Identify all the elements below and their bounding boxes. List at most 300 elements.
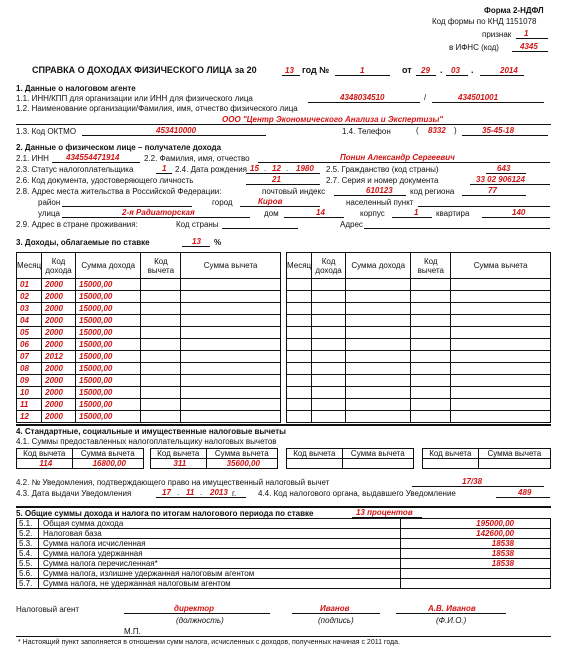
- income-cell-ds: [451, 399, 551, 411]
- deduct-block-1: [16, 448, 144, 469]
- region-value: 77: [488, 186, 497, 195]
- district-underline: [62, 206, 192, 207]
- col-deduct-code-r: [411, 253, 451, 279]
- income-cell-m: [287, 351, 312, 363]
- table-row: [17, 387, 281, 399]
- d1-sum: 16800,00: [72, 459, 143, 469]
- deduct-block-3: [286, 448, 414, 469]
- income-cell-c: [312, 351, 346, 363]
- index-underline: [334, 195, 406, 196]
- oktmo-label: 1.3. Код ОКТМО: [16, 127, 77, 136]
- d3-code-head: [287, 449, 343, 459]
- organ-label: 4.4. Код налогового органа, выдавшего Уведомление: [258, 489, 456, 498]
- totals-value: [401, 569, 551, 579]
- income-cell-dc: [411, 279, 451, 291]
- totals-value: 142600,00: [401, 529, 551, 539]
- d3-code-head-label: Код вычета: [293, 449, 336, 458]
- totals-num: 5.4.: [17, 549, 39, 559]
- d1-code: 114: [17, 459, 73, 469]
- d1-sum-head: [72, 449, 143, 459]
- income-cell-s: [346, 315, 411, 327]
- income-cell-dc: [141, 375, 181, 387]
- sign-signature: Иванов: [320, 604, 350, 613]
- signature-underline: [292, 613, 380, 614]
- income-cell-dc: [141, 351, 181, 363]
- income-cell-ds: [181, 303, 281, 315]
- title-yearfull: 2014: [500, 66, 518, 75]
- income-cell-m: [287, 399, 312, 411]
- income-cell-s: 15000,00: [76, 339, 141, 351]
- income-cell-s: 15000,00: [76, 351, 141, 363]
- table-row: [17, 327, 281, 339]
- income-cell-s: [346, 351, 411, 363]
- person-inn-label: 2.1. ИНН: [16, 154, 49, 163]
- deductions-sub: 4.1. Суммы предоставленных налогоплательщику налоговых вычетов: [16, 437, 277, 446]
- table-row: [287, 399, 551, 411]
- divider-5: [16, 506, 551, 508]
- totals-value: [401, 579, 551, 589]
- flat-label: квартира: [436, 209, 470, 218]
- income-cell-c: 2000: [42, 363, 76, 375]
- fio-caption: (Ф.И.О.): [436, 616, 467, 625]
- ifns-label: в ИФНС (код): [449, 43, 499, 52]
- income-cell-s: [346, 291, 411, 303]
- person-fio: Понин Александр Сергеевич: [340, 153, 455, 162]
- col-deduct-code-r-label: Код вычета: [417, 256, 444, 275]
- table-row: [287, 351, 551, 363]
- income-cell-ds: [181, 315, 281, 327]
- income-cell-m: [287, 279, 312, 291]
- sign-underline: [516, 38, 548, 39]
- income-cell-ds: [181, 387, 281, 399]
- abroad-label: 2.9. Адрес в стране проживания:: [16, 220, 138, 229]
- income-cell-dc: [411, 411, 451, 423]
- phone-value: 35-45-18: [482, 126, 515, 135]
- income-cell-s: [346, 375, 411, 387]
- table-row: [287, 375, 551, 387]
- income-cell-c: [312, 327, 346, 339]
- divider-4: [16, 424, 551, 426]
- birth-month: 12: [272, 164, 281, 173]
- income-cell-dc: [141, 291, 181, 303]
- col-deduct-sum-r: [451, 253, 551, 279]
- d1-code-head: [17, 449, 73, 459]
- deduct-block-4: [422, 448, 551, 469]
- income-table-left: [16, 252, 281, 423]
- col-code-r: [312, 253, 346, 279]
- address-label: 2.8. Адрес места жительства в Российской Федерации:: [16, 187, 222, 196]
- d4-sum-head-label: Сумма вычета: [487, 449, 542, 458]
- country-underline: [222, 228, 298, 229]
- table-row: [17, 291, 281, 303]
- notice-underline: [412, 486, 544, 487]
- income-cell-c: 2000: [42, 279, 76, 291]
- income-cell-c: [312, 279, 346, 291]
- form-title: Форма 2-НДФЛ: [484, 6, 544, 15]
- income-cell-ds: [451, 339, 551, 351]
- income-cell-ds: [181, 339, 281, 351]
- title-year: 13: [285, 66, 294, 75]
- d3-sum-head-label: Сумма вычета: [350, 449, 405, 458]
- income-cell-c: [312, 363, 346, 375]
- income-cell-m: 04: [17, 315, 42, 327]
- title-dot1: .: [440, 65, 443, 75]
- notice-value: 17/38: [462, 477, 483, 486]
- ifns-underline: [512, 51, 548, 52]
- col-sum-r-label: Сумма дохода: [351, 261, 406, 270]
- d4-code-head-label: Код вычета: [429, 449, 472, 458]
- index-label: почтовый индекс: [262, 187, 326, 196]
- income-cell-c: [312, 375, 346, 387]
- income-cell-s: [346, 339, 411, 351]
- income-cell-m: [287, 411, 312, 423]
- income-rate-underline: [182, 246, 210, 247]
- birth-year: 1980: [296, 164, 314, 173]
- korpus-value: 1: [414, 208, 419, 217]
- income-cell-m: 11: [17, 399, 42, 411]
- income-cell-dc: [141, 399, 181, 411]
- income-cell-c: 2000: [42, 303, 76, 315]
- income-cell-s: [346, 399, 411, 411]
- knd-label: Код формы по КНД 1151078: [432, 17, 537, 26]
- income-cell-dc: [141, 315, 181, 327]
- title-mid: год №: [302, 65, 330, 75]
- col-deduct-code: [141, 253, 181, 279]
- d4-sum: [478, 459, 550, 469]
- income-cell-dc: [141, 387, 181, 399]
- income-cell-dc: [411, 375, 451, 387]
- income-cell-c: [312, 303, 346, 315]
- table-row: [17, 411, 281, 423]
- income-cell-ds: [181, 363, 281, 375]
- country-label: Код страны: [176, 220, 219, 229]
- income-table-right: [286, 252, 551, 423]
- person-fio-label: 2.2. Фамилия, имя, отчество: [144, 154, 250, 163]
- col-deduct-sum-r-label: Сумма вычета: [473, 261, 528, 270]
- income-cell-s: [346, 303, 411, 315]
- totals-label: Сумма налога перечисленная*: [38, 559, 400, 569]
- nd-g: г.: [232, 489, 237, 498]
- d2-sum-head: [206, 449, 277, 459]
- income-cell-ds: [451, 303, 551, 315]
- income-cell-m: 12: [17, 411, 42, 423]
- agent-sign-label: Налоговый агент: [16, 605, 80, 614]
- oktmo-value: 453410000: [156, 126, 197, 135]
- income-cell-dc: [141, 411, 181, 423]
- income-cell-s: 15000,00: [76, 327, 141, 339]
- d4-code: [423, 459, 479, 469]
- income-cell-c: 2000: [42, 387, 76, 399]
- col-deduct-code-label: Код вычета: [147, 256, 175, 275]
- col-month-label: Месяц: [17, 261, 42, 270]
- totals-label: Налоговая база: [38, 529, 400, 539]
- agent-kpp-underline: [432, 102, 544, 103]
- income-cell-m: 06: [17, 339, 42, 351]
- income-cell-dc: [411, 327, 451, 339]
- col-deduct-sum: [181, 253, 281, 279]
- totals-value: 195000,00: [401, 519, 551, 529]
- table-row: [17, 315, 281, 327]
- city-label: город: [212, 198, 233, 207]
- birth-label: 2.4. Дата рождения: [175, 165, 247, 174]
- col-deduct-sum-label: Сумма вычета: [203, 261, 258, 270]
- totals-row: [17, 569, 551, 579]
- d2-sum-head-label: Сумма вычета: [214, 449, 269, 458]
- phone-paren-close: ): [454, 126, 457, 135]
- income-cell-s: [346, 279, 411, 291]
- agent-name-label: 1.2. Наименование организации/Фамилия, имя, отчество физического лица: [16, 104, 298, 113]
- series-value: 33 02 906124: [476, 175, 525, 184]
- table-row: [287, 387, 551, 399]
- totals-row: [17, 549, 551, 559]
- agent-inn: 4348034510: [340, 93, 385, 102]
- title-day-underline: [416, 75, 436, 76]
- person-heading: 2. Данные о физическом лице – получателе дохода: [16, 143, 222, 152]
- totals-heading: 5. Общие суммы дохода и налога по итогам налогового периода по ставке: [16, 509, 314, 518]
- abroad-addr-label: Адрес: [340, 220, 363, 229]
- totals-value: 18538: [401, 549, 551, 559]
- nd-day: 17: [162, 488, 171, 497]
- notice-date-label: 4.3. Дата выдачи Уведомления: [16, 489, 132, 498]
- sign-value: 1: [524, 29, 529, 38]
- col-code-r-label: Код дохода: [315, 256, 342, 275]
- series-underline: [470, 184, 550, 185]
- income-cell-ds: [451, 387, 551, 399]
- income-cell-dc: [411, 363, 451, 375]
- district-label: район: [38, 198, 61, 207]
- footnote-divider: [16, 636, 551, 637]
- col-code-label: Код дохода: [45, 256, 72, 275]
- income-cell-s: 15000,00: [76, 411, 141, 423]
- table-row: [17, 363, 281, 375]
- person-fio-underline: [258, 162, 550, 163]
- income-cell-c: 2000: [42, 315, 76, 327]
- income-rate: 13: [192, 237, 201, 246]
- totals-num: 5.7.: [17, 579, 39, 589]
- income-cell-s: 15000,00: [76, 303, 141, 315]
- table-row: [287, 363, 551, 375]
- income-cell-c: 2000: [42, 291, 76, 303]
- title-month-underline: [446, 75, 468, 76]
- income-cell-ds: [451, 363, 551, 375]
- city-underline: [240, 206, 320, 207]
- income-cell-dc: [411, 387, 451, 399]
- income-cell-ds: [181, 375, 281, 387]
- income-cell-dc: [411, 399, 451, 411]
- income-cell-dc: [411, 303, 451, 315]
- income-cell-ds: [181, 399, 281, 411]
- col-sum-r: [346, 253, 411, 279]
- income-cell-m: [287, 363, 312, 375]
- table-row: [287, 327, 551, 339]
- flat-value: 140: [512, 208, 526, 217]
- sign-fio: А.В. Иванов: [428, 604, 476, 613]
- region-label: код региона: [410, 187, 455, 196]
- income-cell-ds: [451, 327, 551, 339]
- nd-dot1: .: [177, 488, 180, 497]
- phone-code: 8332: [428, 126, 446, 135]
- table-row: [287, 339, 551, 351]
- agent-slash: /: [424, 93, 427, 102]
- title-number-underline: [335, 75, 390, 76]
- totals-label: Сумма налога удержанная: [38, 549, 400, 559]
- income-cell-m: 05: [17, 327, 42, 339]
- fio-underline: [396, 613, 506, 614]
- income-cell-c: [312, 399, 346, 411]
- income-cell-dc: [141, 363, 181, 375]
- house-underline: [284, 217, 344, 218]
- income-cell-s: 15000,00: [76, 399, 141, 411]
- income-cell-dc: [141, 303, 181, 315]
- title-dot2: .: [471, 65, 474, 75]
- totals-row: [17, 579, 551, 589]
- table-row: [17, 399, 281, 411]
- income-cell-m: 07: [17, 351, 42, 363]
- agent-heading: 1. Данные о налоговом агенте: [16, 84, 136, 93]
- income-cell-s: [346, 327, 411, 339]
- position-caption: (должность): [176, 616, 224, 625]
- income-cell-c: [312, 315, 346, 327]
- income-cell-c: [312, 291, 346, 303]
- doc-label: 2.6. Код документа, удостоверяющего личность: [16, 176, 194, 185]
- income-cell-c: 2000: [42, 375, 76, 387]
- nd-underline: [156, 497, 246, 498]
- income-cell-dc: [411, 351, 451, 363]
- totals-label: Сумма налога исчисленная: [38, 539, 400, 549]
- deduct-block-2: [150, 448, 278, 469]
- income-cell-ds: [451, 279, 551, 291]
- income-cell-m: 02: [17, 291, 42, 303]
- footnote: * Настоящий пункт заполняется в отношении сумм налога, исчисленных с доходов, полученных начиная с 2011 года.: [18, 639, 400, 646]
- sign-position: директор: [174, 604, 215, 613]
- series-label: 2.7. Серия и номер документа: [326, 176, 439, 185]
- income-cell-ds: [181, 327, 281, 339]
- totals-table: [16, 518, 551, 589]
- street-value: 2-я Радиаторская: [122, 208, 195, 217]
- title-yearfull-underline: [480, 75, 524, 76]
- income-cell-c: 2000: [42, 327, 76, 339]
- income-cell-m: 10: [17, 387, 42, 399]
- abroad-addr-underline: [364, 228, 550, 229]
- phone-label: 1.4. Телефон: [342, 127, 391, 136]
- title-from: от: [402, 65, 412, 75]
- agent-inn-label: 1.1. ИНН/КПП для организации или ИНН для физического лица: [16, 94, 253, 103]
- income-cell-dc: [141, 339, 181, 351]
- oktmo-underline: [82, 135, 266, 136]
- income-cell-m: [287, 339, 312, 351]
- income-cell-c: [312, 387, 346, 399]
- birth-underline: [246, 173, 320, 174]
- totals-num: 5.5.: [17, 559, 39, 569]
- income-cell-ds: [451, 351, 551, 363]
- income-cell-ds: [451, 375, 551, 387]
- income-cell-c: [312, 339, 346, 351]
- d4-code-head: [423, 449, 479, 459]
- person-inn: 434554471914: [66, 153, 120, 162]
- status-label: 2.3. Статус налогоплательщика: [16, 165, 134, 174]
- table-row: [17, 303, 281, 315]
- income-cell-c: 2000: [42, 339, 76, 351]
- income-cell-ds: [451, 291, 551, 303]
- doc-value: 21: [272, 175, 281, 184]
- income-cell-s: 15000,00: [76, 279, 141, 291]
- deductions-heading: 4. Стандартные, социальные и имущественные налоговые вычеты: [16, 427, 286, 436]
- table-row: [287, 303, 551, 315]
- totals-num: 5.3.: [17, 539, 39, 549]
- citizen-label: 2.5. Гражданство (код страны): [326, 165, 439, 174]
- col-month-r: [287, 253, 312, 279]
- d1-sum-head-label: Сумма вычета: [80, 449, 135, 458]
- income-cell-m: 01: [17, 279, 42, 291]
- doc-underline: [246, 184, 320, 185]
- income-cell-m: [287, 387, 312, 399]
- income-cell-m: [287, 303, 312, 315]
- city-value: Киров: [258, 197, 283, 206]
- income-heading: 3. Доходы, облагаемые по ставке: [16, 238, 150, 247]
- totals-row: [17, 559, 551, 569]
- income-cell-ds: [181, 411, 281, 423]
- citizen-underline: [486, 173, 526, 174]
- phone-paren-open: (: [416, 126, 419, 135]
- totals-num: 5.2.: [17, 529, 39, 539]
- table-row: [17, 375, 281, 387]
- agent-inn-underline: [308, 102, 420, 103]
- table-row: [17, 351, 281, 363]
- income-cell-c: 2000: [42, 399, 76, 411]
- nd-dot2: .: [200, 488, 203, 497]
- income-cell-m: [287, 291, 312, 303]
- house-value: 14: [316, 208, 325, 217]
- index-value: 610123: [366, 186, 393, 195]
- col-code: [42, 253, 76, 279]
- flat-underline: [482, 217, 550, 218]
- income-cell-dc: [411, 291, 451, 303]
- income-cell-s: [346, 411, 411, 423]
- income-cell-s: 15000,00: [76, 291, 141, 303]
- d3-sum-head: [342, 449, 413, 459]
- income-cell-m: [287, 375, 312, 387]
- totals-label: Сумма налога, излишне удержанная налоговым агентом: [38, 569, 400, 579]
- col-sum-label: Сумма дохода: [81, 261, 136, 270]
- income-percent: %: [214, 238, 222, 247]
- region-underline: [462, 195, 526, 196]
- citizen-value: 643: [497, 164, 511, 173]
- totals-rate: 13 процентов: [356, 508, 413, 517]
- notice-label: 4.2. № Уведомления, подтверждающего право на имущественный налоговый вычет: [16, 478, 330, 487]
- income-cell-dc: [411, 339, 451, 351]
- d2-code-head: [151, 449, 207, 459]
- income-cell-s: 15000,00: [76, 387, 141, 399]
- d2-sum: 35600,00: [206, 459, 277, 469]
- income-cell-s: 15000,00: [76, 375, 141, 387]
- totals-value: 18538: [401, 559, 551, 569]
- status-underline: [156, 173, 172, 174]
- nd-year: 2013: [210, 488, 228, 497]
- table-row: [287, 315, 551, 327]
- title-prefix: СПРАВКА О ДОХОДАХ ФИЗИЧЕСКОГО ЛИЦА за 20: [32, 65, 257, 75]
- d2-code-head-label: Код вычета: [157, 449, 200, 458]
- title-number: 1: [360, 66, 365, 75]
- totals-row: [17, 519, 551, 529]
- title-year-underline: [282, 75, 300, 76]
- nd-month: 11: [186, 488, 195, 497]
- korpus-label: корпус: [360, 209, 385, 218]
- income-cell-dc: [411, 315, 451, 327]
- table-row: [287, 279, 551, 291]
- birth-dot1: .: [264, 164, 267, 173]
- col-month-r-label: Месяц: [287, 261, 312, 270]
- totals-row: [17, 529, 551, 539]
